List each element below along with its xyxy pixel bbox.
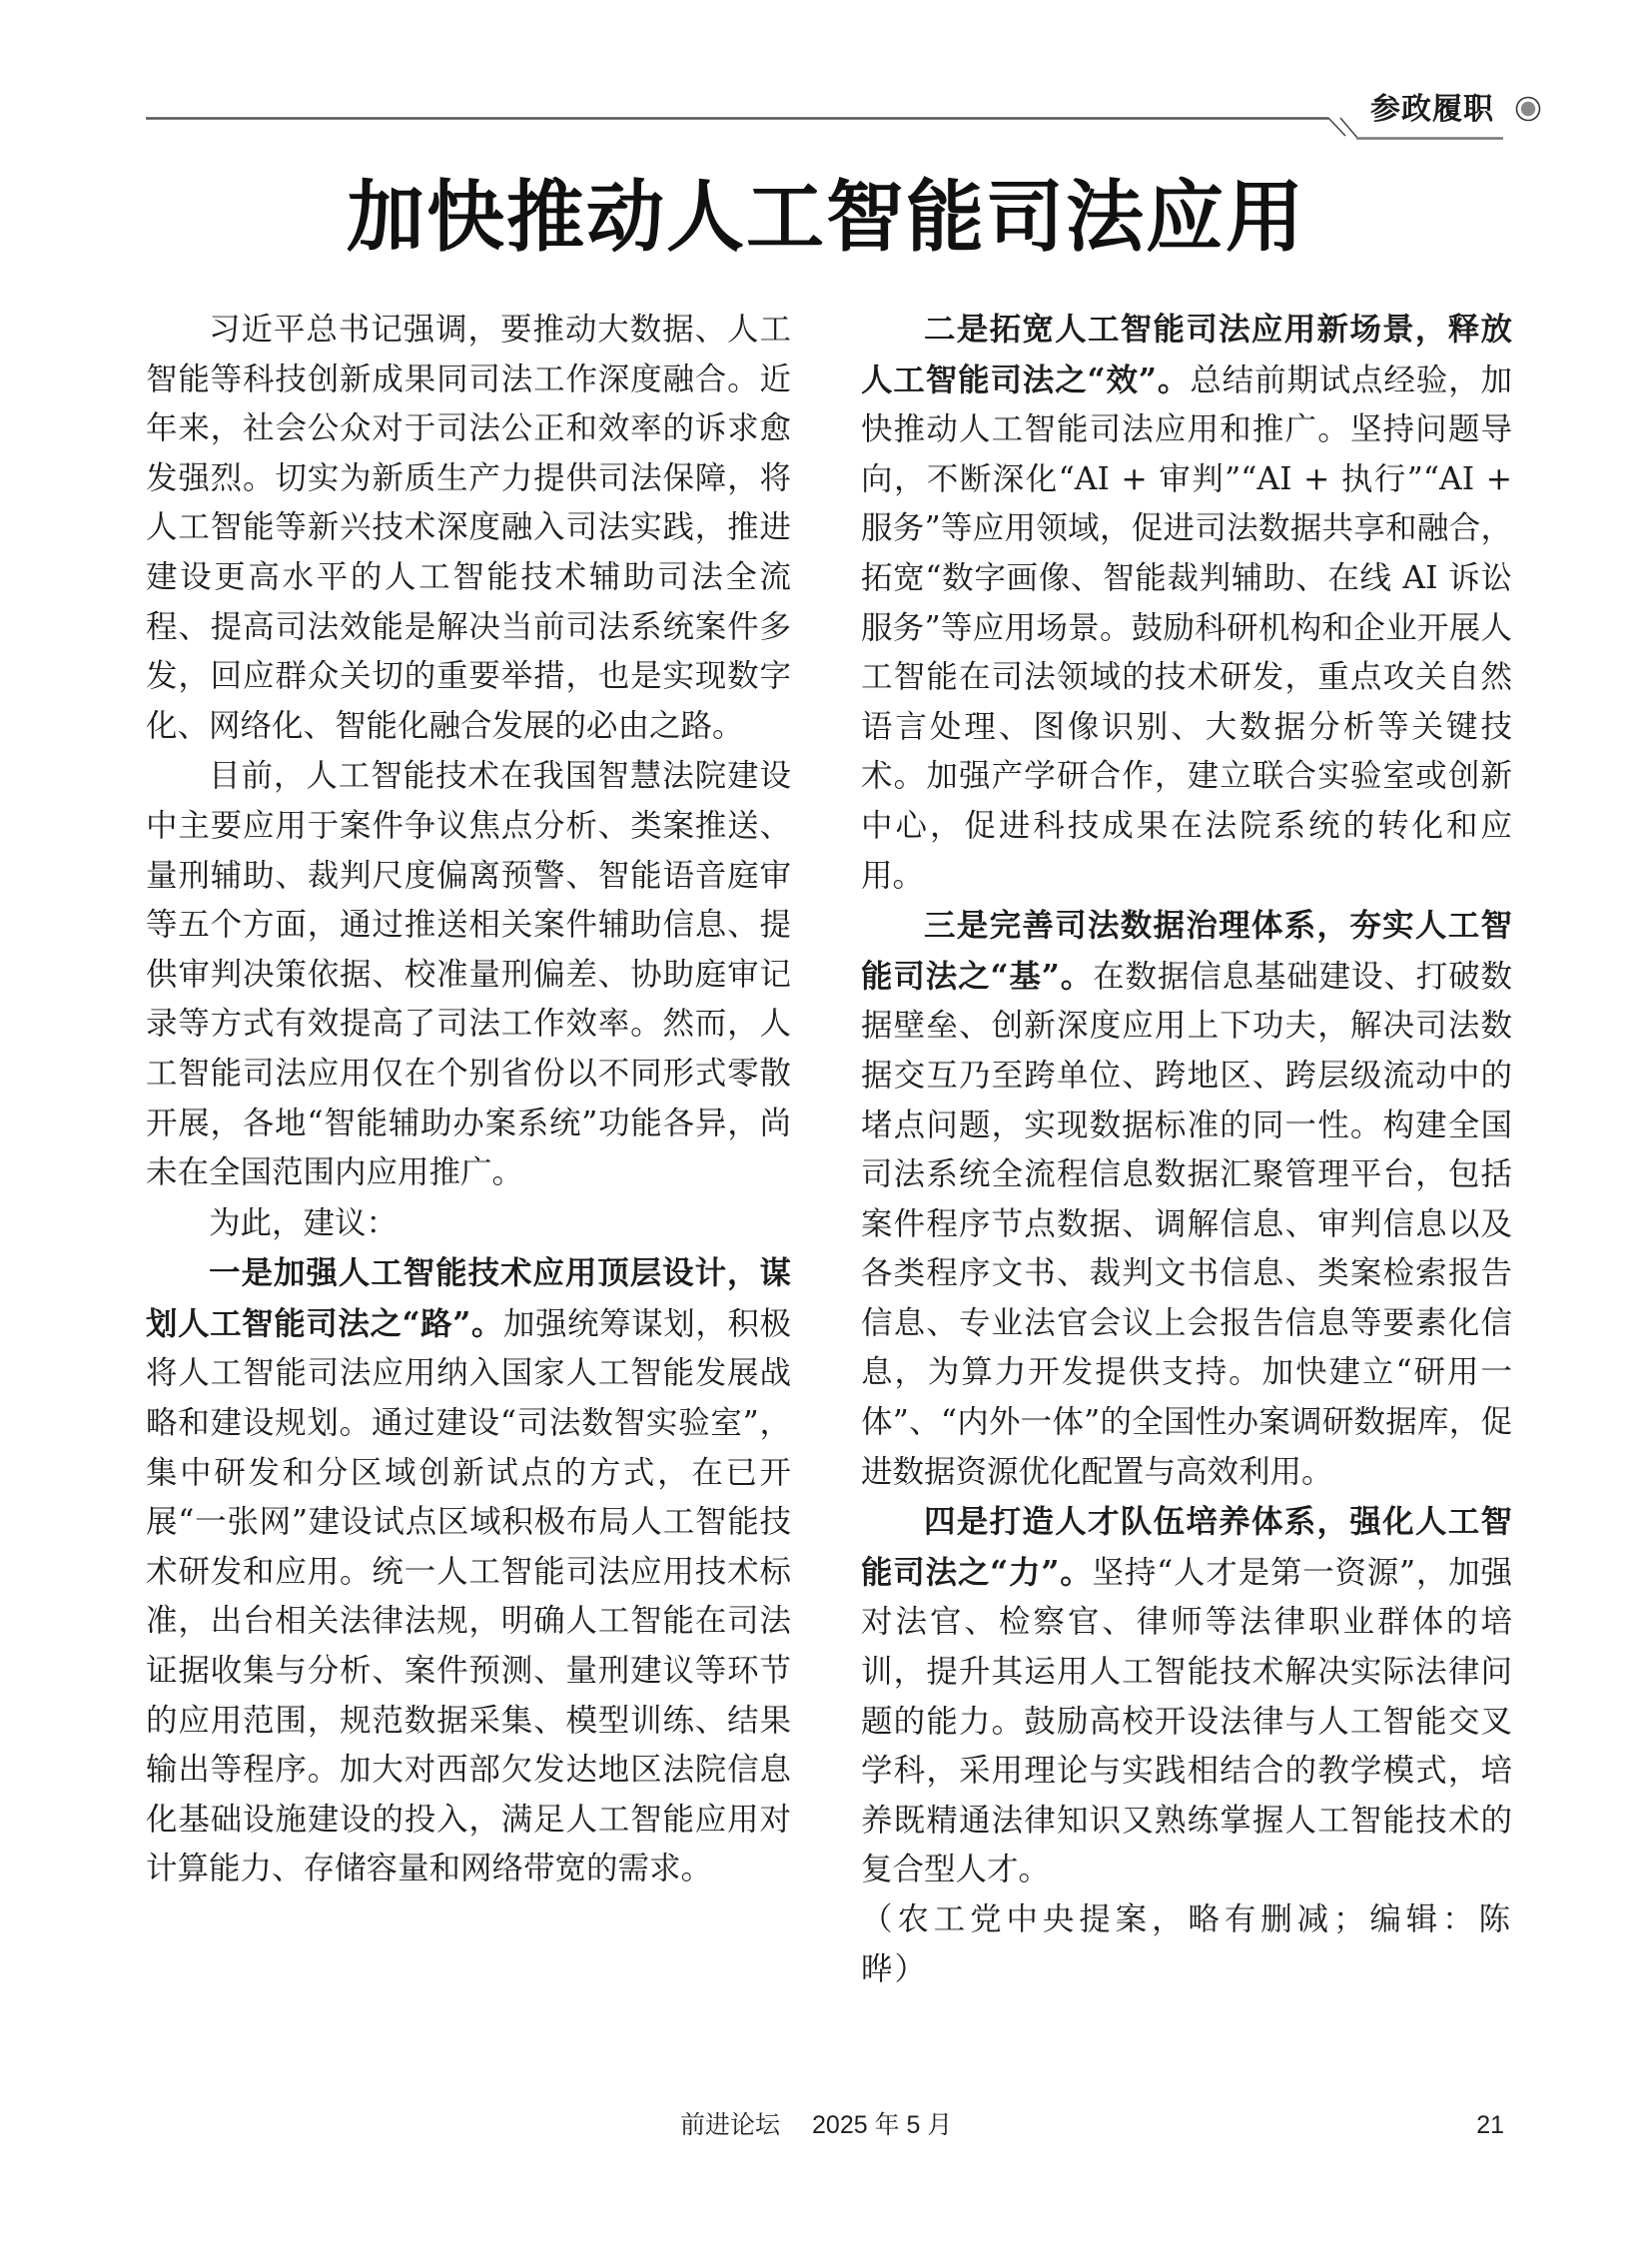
paragraph xyxy=(861,1497,1512,1895)
header-rule-slash-2 xyxy=(1340,118,1357,138)
paragraph-text: 为此，建议： xyxy=(209,1204,399,1241)
paragraph-text: 加强统筹谋划，积极将人工智能司法应用纳入国家人工智能发展战略和建设规划。通过建设“司法数智实验室”，集中研发和分区域创新试点的方式，在已开展“一张网”建设试点区域积极布局人工智能技术研发和应用。统一人工智能司法应用技术标准，出台相关法律法规，明确人工智能在司法证据收集与分析、案件预测、量刑建议等环节的应用范围，规范数据采集、模型训练、结果输出等程序。加大对西部欠发达地区法院信息化基础设施建设的投入，满足人工智能应用对计算能力、存储容量和网络带宽的需求。 xyxy=(146,1305,791,1887)
paragraph-text: 在数据信息基础建设、打破数据壁垒、创新深度应用上下功夫，解决司法数据交互乃至跨单位、跨地区、跨层级流动中的堵点问题，实现数据标准的同一性。构建全国司法系统全流程信息数据汇聚管理平台，包括案件程序节点数据、调解信息、审判信息以及各类程序文书、裁判文书信息、类案检索报告信息、专业法官会议上会报告信息等要素化信息，为算力开发提供支持。加快建立“研用一体”、“内外一体”的全国性办案调研数据库，促进数据资源优化配置与高效利用。 xyxy=(861,958,1512,1490)
paragraph xyxy=(146,305,791,751)
paragraph-text: 习近平总书记强调，要推动大数据、人工智能等科技创新成果同司法工作深度融合。近年来，社会公众对于司法公正和效率的诉求愈发强烈。切实为新质生产力提供司法保障，将人工智能等新兴技术深度融入司法实践，推进建设更高水平的人工智能技术辅助司法全流程、提高司法效能是解决当前司法系统案件多发，回应群众关切的重要举措，也是实现数字化、网络化、智能化融合发展的必由之路。 xyxy=(146,312,791,744)
right-column xyxy=(861,305,1512,1994)
paragraph-lead: 四是打造人才队伍培养体系，强化人工智能司法之“力”。 xyxy=(861,1503,1512,1591)
paragraph-text: 总结前期试点经验，加快推动人工智能司法应用和推广。坚持问题导向，不断深化“AI + 审判”“AI + 执行”“AI + 服务”等应用领域，促进司法数据共享和融合，拓宽“数字画像、智能裁判辅助、在线 AI 诉讼服务”等应用场景。鼓励科研机构和企业开展人工智能在司法领域的技术研发，重点攻关自然语言处理、图像识别、大数据分析等关键技术。加强产学研合作，建立联合实验室或创新中心，促进科技成果在法院系统的转化和应用。 xyxy=(861,362,1512,894)
header-divider xyxy=(0,0,1652,160)
paragraph-text: 目前，人工智能技术在我国智慧法院建设中主要应用于案件争议焦点分析、类案推送、量刑辅助、裁判尺度偏离预警、智能语音庭审等五个方面，通过推送相关案件辅助信息、提供审判决策依据、校准量刑偏差、协助庭审记录等方式有效提高了司法工作效率。然而，人工智能司法应用仅在个别省份以不同形式零散开展，各地“智能辅助办案系统”功能各异，尚未在全国范围内应用推广。 xyxy=(146,758,791,1191)
issue-date: 2025 年 5 月 xyxy=(812,2111,953,2139)
paragraph xyxy=(861,305,1512,901)
article-title: 加快推动人工智能司法应用 xyxy=(346,173,1305,263)
paragraph-lead: 三是完善司法数据治理体系，夯实人工智能司法之“基”。 xyxy=(861,907,1512,995)
section-label: 参政履职 xyxy=(1370,92,1494,127)
paragraph-text: 坚持“人才是第一资源”，加强对法官、检察官、律师等法律职业群体的培训，提升其运用人工智能技术解决实际法律问题的能力。鼓励高校开设法律与人工智能交叉学科，采用理论与实践相结合的教学模式，培养既精通法律知识又熟练掌握人工智能技术的复合型人才。 xyxy=(861,1554,1512,1888)
paragraph-lead: 一是加强人工智能技术应用顶层设计，谋划人工智能司法之“路”。 xyxy=(146,1254,791,1342)
paragraph xyxy=(146,1198,791,1249)
left-column xyxy=(146,305,791,1894)
paragraph-lead: 二是拓宽人工智能司法应用新场景，释放人工智能司法之“效”。 xyxy=(861,311,1512,398)
page-number: 21 xyxy=(1476,2111,1504,2139)
footer-publication xyxy=(680,2105,952,2145)
source-note: （农工党中央提案，略有删减；编辑：陈晔） xyxy=(861,1901,1512,1987)
paragraph xyxy=(146,751,791,1197)
paragraph xyxy=(861,901,1512,1497)
paragraph xyxy=(146,1248,791,1894)
publication-name: 前进论坛 xyxy=(680,2111,781,2139)
bullseye-circle-icon xyxy=(1515,96,1541,122)
